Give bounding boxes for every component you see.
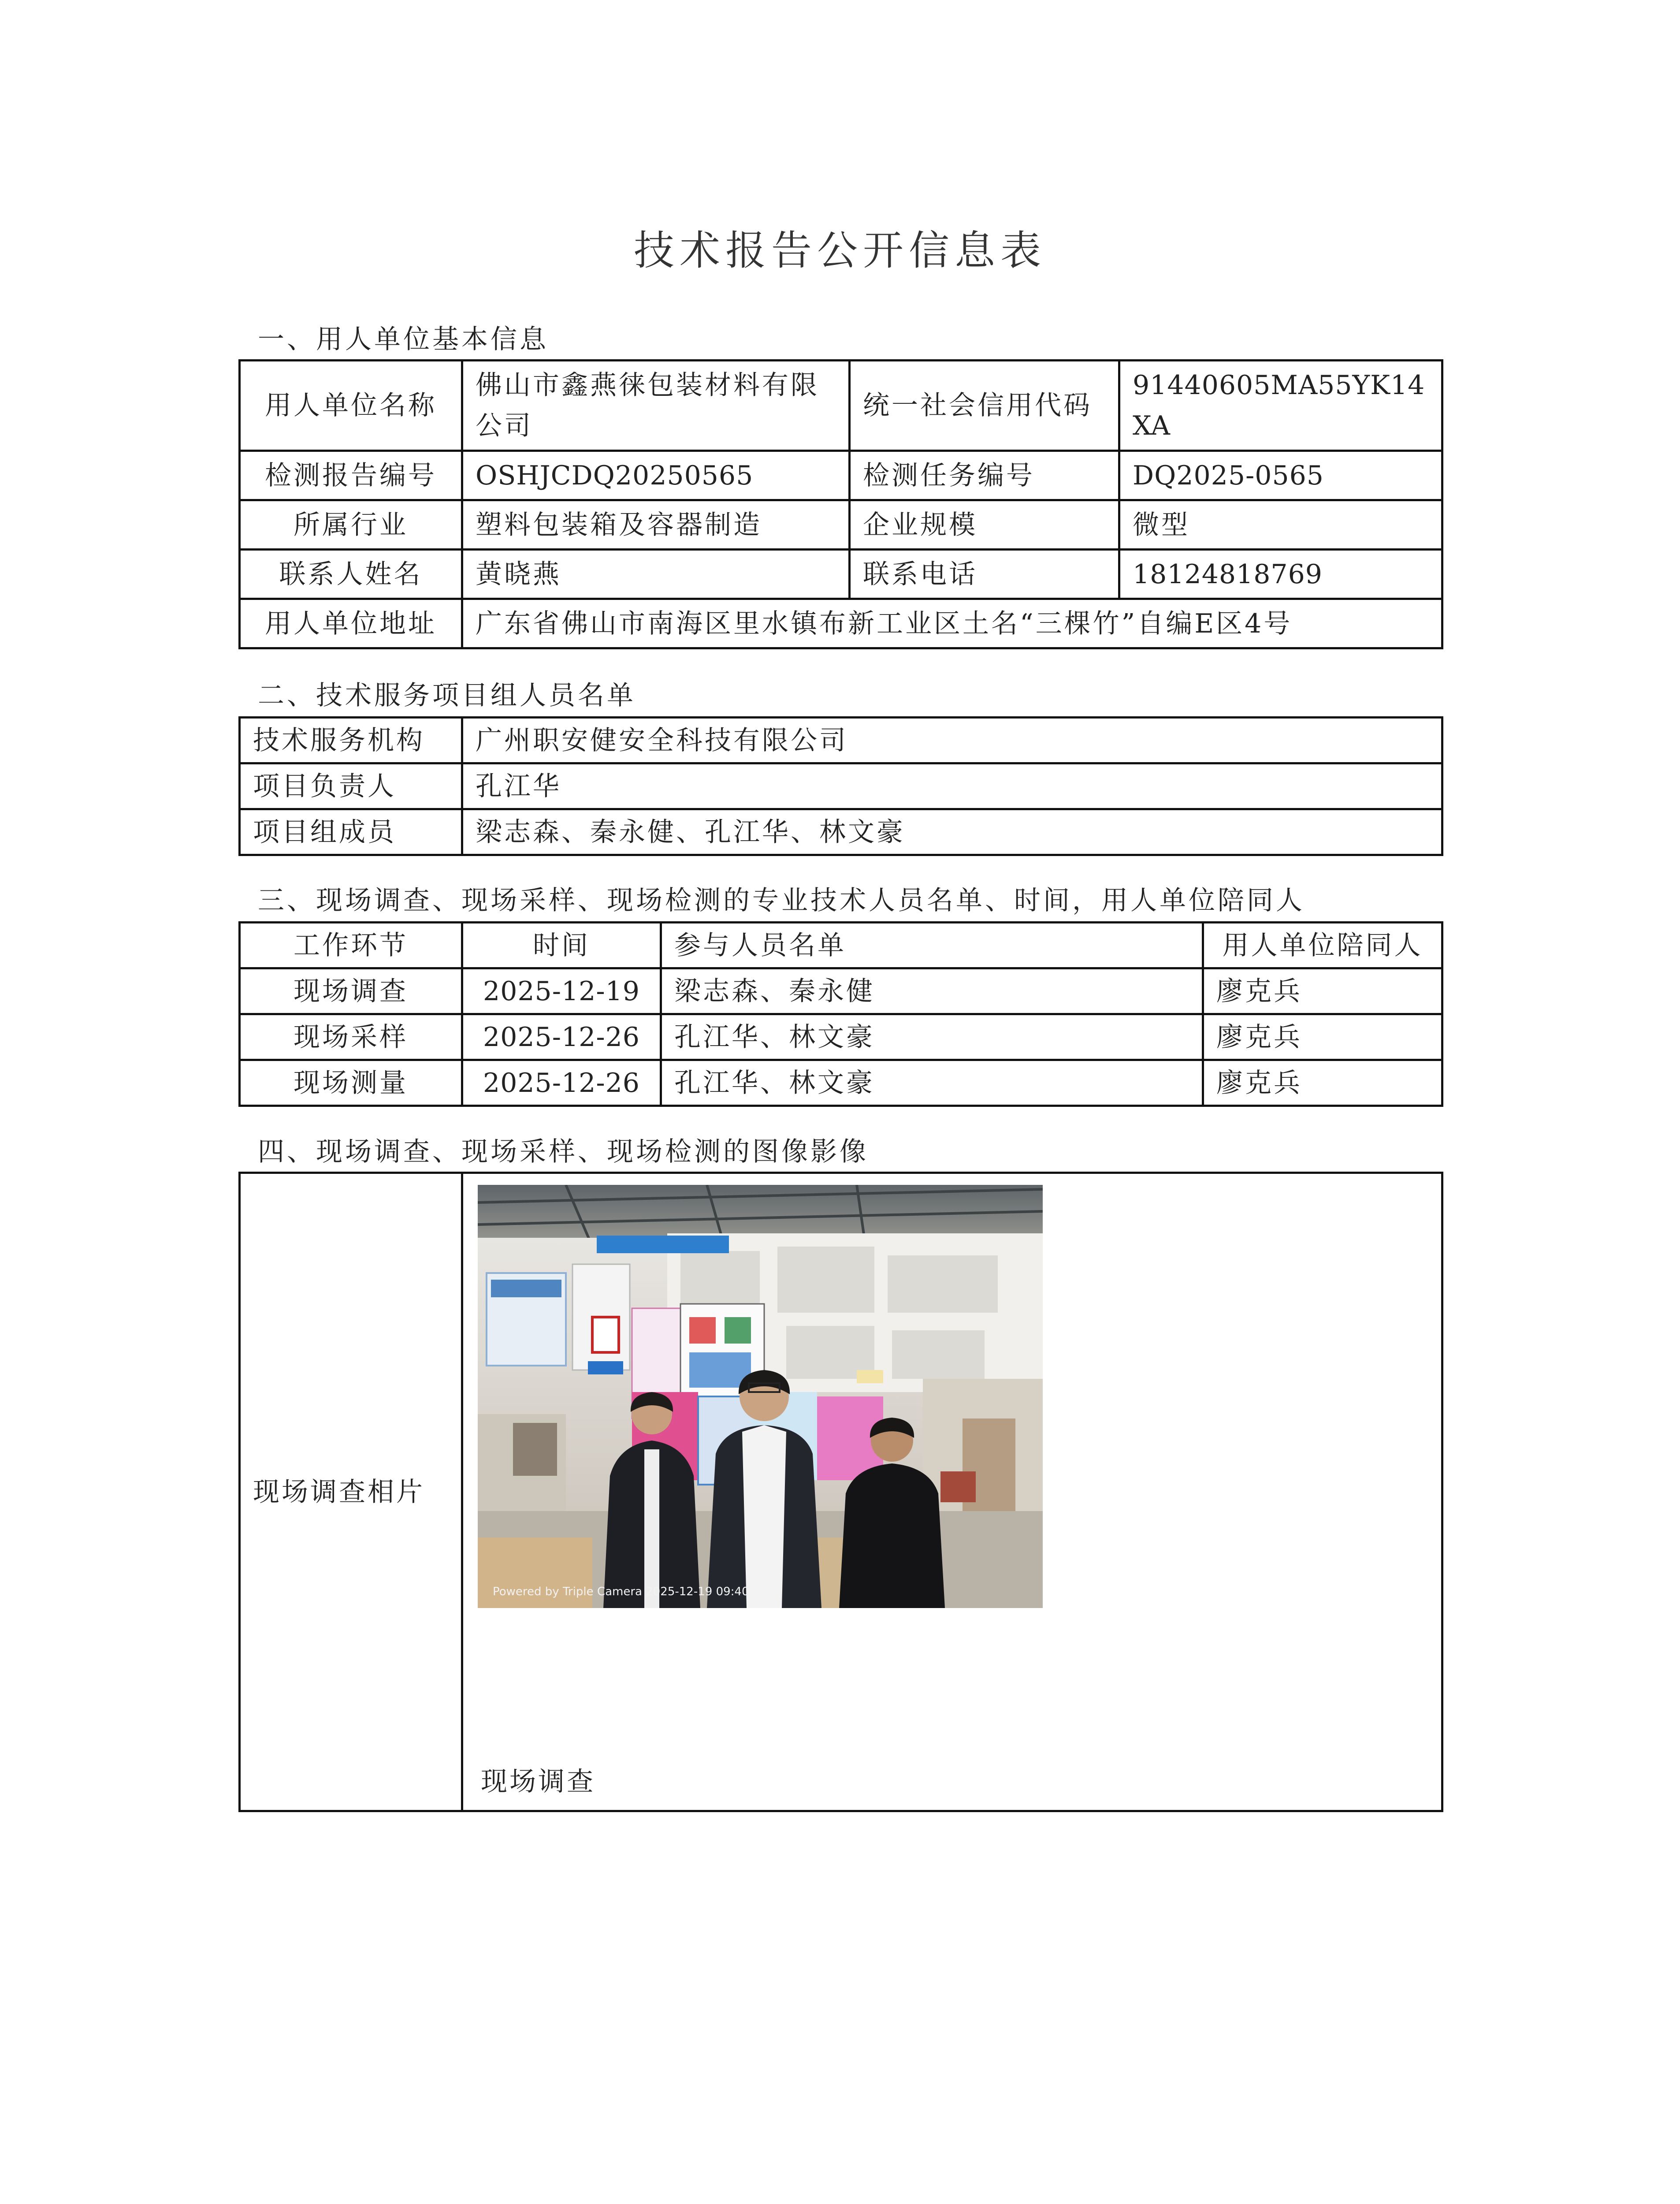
table-row bbox=[240, 968, 1442, 1014]
stage-cell: 现场调查 bbox=[240, 968, 462, 1014]
column-header-time: 时间 bbox=[462, 923, 661, 968]
project-lead-label: 项目负责人 bbox=[240, 763, 462, 809]
section-heading-basic-info: 一、用人单位基本信息 bbox=[258, 324, 549, 355]
table-row bbox=[240, 1173, 1442, 1811]
time-cell: 2025-12-19 bbox=[462, 968, 661, 1014]
time-cell: 2025-12-26 bbox=[462, 1014, 661, 1060]
section-heading-project-team: 二、技术服务项目组人员名单 bbox=[258, 680, 636, 711]
contact-phone-label: 联系电话 bbox=[850, 550, 1119, 599]
report-number-value: OSHJCDQ20250565 bbox=[462, 451, 850, 500]
column-header-escort: 用人单位陪同人 bbox=[1203, 923, 1442, 968]
task-number-label: 检测任务编号 bbox=[850, 451, 1119, 500]
table-row bbox=[240, 361, 1442, 451]
table-row bbox=[240, 1014, 1442, 1060]
table-row bbox=[240, 718, 1442, 763]
project-team-table bbox=[238, 716, 1443, 856]
table-row bbox=[240, 599, 1442, 648]
service-org-label: 技术服务机构 bbox=[240, 718, 462, 763]
task-number-value: DQ2025-0565 bbox=[1119, 451, 1442, 500]
image-table bbox=[238, 1172, 1443, 1812]
industry-label: 所属行业 bbox=[240, 500, 462, 550]
report-number-label: 检测报告编号 bbox=[240, 451, 462, 500]
table-row bbox=[240, 451, 1442, 500]
service-org-value: 广州职安健安全科技有限公司 bbox=[462, 718, 1442, 763]
participants-cell: 梁志森、秦永健 bbox=[661, 968, 1203, 1014]
escort-cell: 廖克兵 bbox=[1203, 1014, 1442, 1060]
participants-cell: 孔江华、林文豪 bbox=[661, 1060, 1203, 1106]
table-row bbox=[240, 500, 1442, 550]
stage-cell: 现场测量 bbox=[240, 1060, 462, 1106]
industry-value: 塑料包装箱及容器制造 bbox=[462, 500, 850, 550]
photo-cell bbox=[462, 1173, 1442, 1811]
site-survey-photo bbox=[478, 1185, 1043, 1608]
contact-name-label: 联系人姓名 bbox=[240, 550, 462, 599]
contact-phone-value: 18124818769 bbox=[1119, 550, 1442, 599]
participants-cell: 孔江华、林文豪 bbox=[661, 1014, 1203, 1060]
section-heading-images: 四、现场调查、现场采样、现场检测的图像影像 bbox=[258, 1136, 869, 1167]
employer-name-label: 用人单位名称 bbox=[240, 361, 462, 451]
escort-cell: 廖克兵 bbox=[1203, 968, 1442, 1014]
credit-code-label: 统一社会信用代码 bbox=[850, 361, 1119, 451]
table-row bbox=[240, 763, 1442, 809]
address-label: 用人单位地址 bbox=[240, 599, 462, 648]
photo-row-label: 现场调查相片 bbox=[240, 1173, 462, 1811]
time-cell: 2025-12-26 bbox=[462, 1060, 661, 1106]
table-header-row bbox=[240, 923, 1442, 968]
column-header-participants: 参与人员名单 bbox=[661, 923, 1203, 968]
employer-name-value: 佛山市鑫燕徕包装材料有限公司 bbox=[462, 361, 850, 451]
stage-cell: 现场采样 bbox=[240, 1014, 462, 1060]
site-survey-photo-image bbox=[478, 1185, 1043, 1608]
escort-cell: 廖克兵 bbox=[1203, 1060, 1442, 1106]
team-members-label: 项目组成员 bbox=[240, 809, 462, 855]
field-work-table bbox=[238, 921, 1443, 1107]
project-lead-value: 孔江华 bbox=[462, 763, 1442, 809]
page-title: 技术报告公开信息表 bbox=[633, 227, 1046, 274]
column-header-stage: 工作环节 bbox=[240, 923, 462, 968]
photo-caption: 现场调查 bbox=[481, 1766, 595, 1797]
company-scale-value: 微型 bbox=[1119, 500, 1442, 550]
basic-info-table bbox=[238, 359, 1443, 649]
photo-watermark: Powered by Triple Camera 2025-12-19 09:40 bbox=[493, 1585, 749, 1598]
table-row bbox=[240, 550, 1442, 599]
team-members-value: 梁志森、秦永健、孔江华、林文豪 bbox=[462, 809, 1442, 855]
section-heading-field-staff: 三、现场调查、现场采样、现场检测的专业技术人员名单、时间，用人单位陪同人 bbox=[258, 885, 1305, 916]
table-row bbox=[240, 1060, 1442, 1106]
contact-name-value: 黄晓燕 bbox=[462, 550, 850, 599]
address-value: 广东省佛山市南海区里水镇布新工业区土名“三棵竹”自编E区4号 bbox=[462, 599, 1442, 648]
company-scale-label: 企业规模 bbox=[850, 500, 1119, 550]
credit-code-value: 91440605MA55YK14XA bbox=[1119, 361, 1442, 451]
table-row bbox=[240, 809, 1442, 855]
